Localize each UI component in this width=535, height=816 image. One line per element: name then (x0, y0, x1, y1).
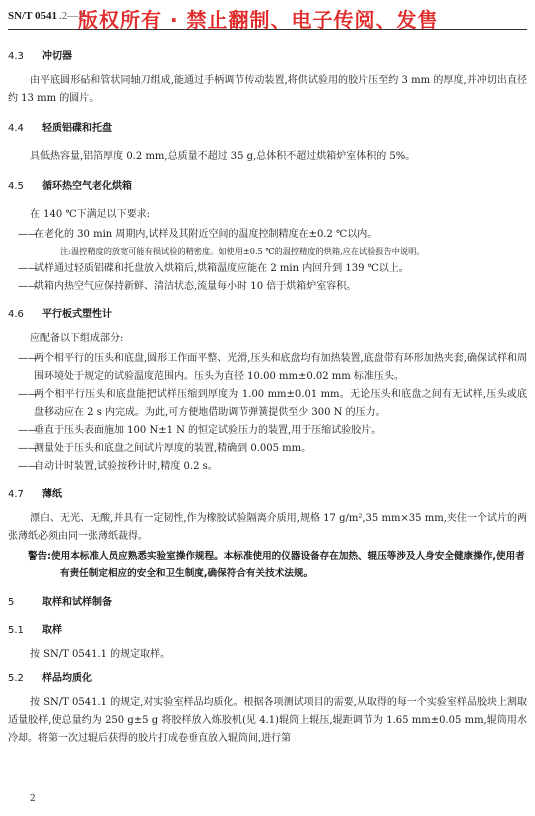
list-item: —— 试样通过轻质铝碟和托盘放入烘箱后,烘箱温度应能在 2 min 内回升到 139 ℃以上。 (18, 263, 409, 274)
paragraph-5-2: 按 SN/T 0541.1 的规定,对实验室样品均质化。根据各项测试项目的需要,从取得的每一个实验室样品胶块上割取适量胶样,使总量约为 250 g±5 g 将胶样放入炼胶机(见 4.1)辊筒上辊压,辊距调节为 1.65 mm±0.05 mm,辊筒用水冷却。将第一次过辊后获得的胶片打成卷垂直放入辊筒间,进行第 (8, 697, 527, 744)
warning-text: 警告:使用本标准人员应熟悉实验室操作规程。本标准使用的仪器设备存在加热、辊压等涉及人身安全健康操作,使用者有责任制定相应的安全和卫生制度,确保符合有关技术法规。 (28, 551, 525, 579)
list-item: —— 烘箱内热空气应保持新鲜、清洁状态,流量每小时 10 倍于烘箱炉室容积。 (18, 281, 357, 292)
standard-code: SN/T 0541 (8, 10, 58, 22)
section-heading-5-2: 5.2 样品均质化 (8, 673, 92, 684)
list-item: —— 自动计时装置,试验按秒计时,精度 0.2 s。 (18, 461, 218, 472)
paragraph-4-7: 漂白、无光、无酸,并具有一定韧性,作为橡胶试验隔离介质用,规格 17 g/m²,35 mm×35 mm,夹住一个试片的两张薄纸必须由同一张薄纸裁得。 (8, 513, 527, 542)
section-heading-4-5: 4.5 循环热空气老化烘箱 (8, 181, 132, 192)
page-number: 2 (30, 794, 36, 804)
copyright-watermark: 版权所有 · 禁止翻制、电子传阅、发售 (78, 8, 439, 32)
section-heading-4-3: 4.3 冲切器 (8, 51, 72, 62)
standard-version: .2—2 (59, 10, 84, 22)
paragraph-4-5-intro: 在 140 ℃下满足以下要求: (30, 209, 150, 220)
paragraph-4-3: 由平底圆形砧和管状同轴刀组成,能通过手柄调节传动装置,将供试验用的胶片压至约 3 mm 的厚度,并冲切出直径约 13 mm 的圆片。 (8, 75, 527, 104)
list-item: —— 两个相平行的压头和底盘,圆形工作面平整、光滑,压头和底盘均有加热装置,底盘带有环形加热夹套,确保试样和周围环境处于规定的试验温度范围内。压头为直径 10.00 mm±0.02 mm 标准压头。 (18, 353, 527, 382)
list-item: —— 垂直于压头表面施加 100 N±1 N 的恒定试验压力的装置,用于压缩试验胶片。 (18, 425, 382, 436)
note: 注:温控精度的放宽可能有损试验的精密度。如使用±0.5 ℃的温控精度的烘箱,应在试验报告中说明。 (60, 246, 425, 256)
section-heading-4-4: 4.4 轻质铝碟和托盘 (8, 123, 112, 134)
paragraph-4-4: 具低热容量,铝箔厚度 0.2 mm,总质量不超过 35 g,总体积不超过烘箱炉室体积的 5%。 (30, 151, 416, 162)
document-body (8, 40, 527, 750)
list-item: —— 测量处于压头和底盘之间试片厚度的装置,精确到 0.005 mm。 (18, 443, 312, 454)
list-item: —— 两个相平行压头和底盘能把试样压缩到厚度为 1.00 mm±0.01 mm。无论压头和底盘之间有无试样,压头或底盘移动应在 2 s 内完成。为此,可方便地借助调节弹簧提供至少 300 N 的压力。 (18, 389, 527, 418)
header-rule (8, 29, 527, 30)
section-heading-5-1: 5.1 取样 (8, 625, 62, 636)
section-heading-4-6: 4.6 平行板式塑性计 (8, 309, 112, 320)
doc-header (8, 10, 84, 22)
paragraph-5-1: 按 SN/T 0541.1 的规定取样。 (30, 649, 171, 660)
section-heading-5: 5 取样和试样制备 (8, 597, 112, 608)
paragraph-4-6-intro: 应配备以下组成部分: (30, 333, 124, 344)
section-heading-4-7: 4.7 薄纸 (8, 489, 62, 500)
list-item: —— 在老化的 30 min 周期内,试样及其附近空间的温度控制精度在±0.2 ℃以内。 (18, 229, 378, 240)
